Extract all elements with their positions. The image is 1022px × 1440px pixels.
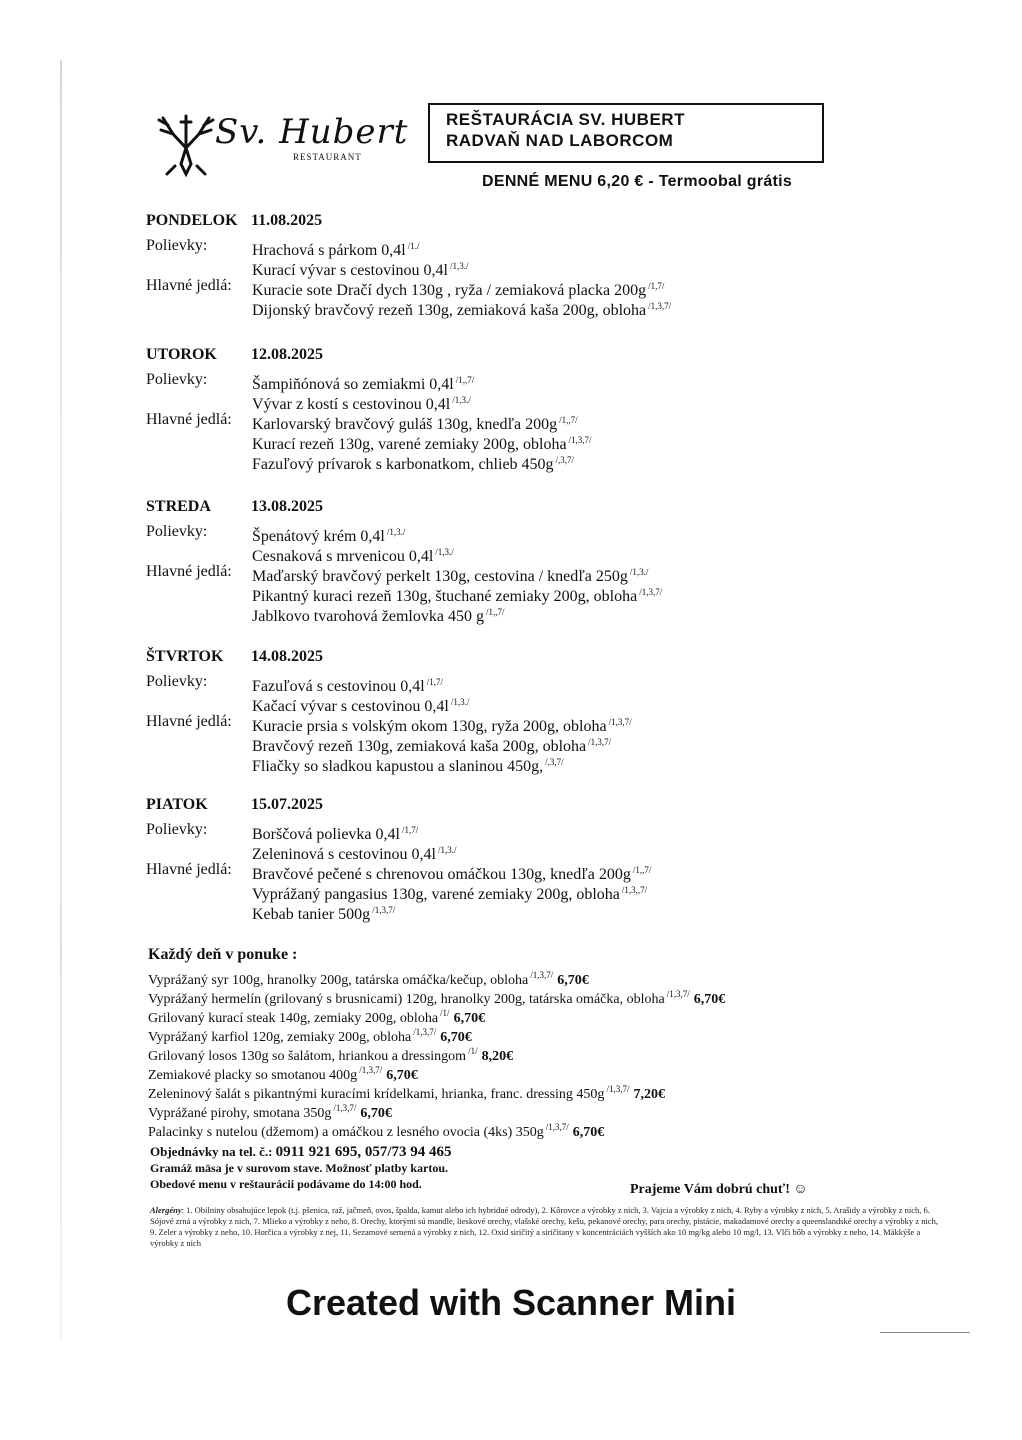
allergen-codes: /1,3,7/ — [568, 435, 592, 445]
restaurant-title-box — [428, 103, 824, 163]
dish-name: Fazuľový prívarok s karbonatkom, chlieb 450g — [252, 456, 554, 473]
main-dish-item — [146, 296, 866, 319]
dish-name: Kebab tanier 500g — [252, 906, 371, 923]
dish-name: Fliačky so sladkou kapustou a slaninou 450g, — [252, 758, 544, 775]
dish-text — [252, 296, 671, 321]
allergen-codes: /1,7/ — [401, 825, 419, 835]
dish-name: Zemiakové placky so smotanou 400g — [148, 1068, 358, 1083]
everyday-item — [148, 1042, 968, 1064]
everyday-offer — [148, 946, 968, 1140]
deer-antler-icon — [155, 108, 217, 182]
dish-name: Kurací rezeň 130g, varené zemiaky 200g, obloha — [252, 436, 567, 453]
main-dish-item — [146, 430, 866, 453]
dish-price: 6,70€ — [693, 992, 726, 1007]
everyday-item — [148, 1080, 968, 1102]
dish-price: 6,70€ — [360, 1106, 392, 1121]
dish-name: Vyprážaný karfiol 120g, zemiaky 200g, obloha — [148, 1030, 412, 1045]
dish-name: Vyprážaný pangasius 130g, varené zemiaky 200g, obloha — [252, 886, 620, 903]
main-dish-item — [146, 582, 866, 605]
dish-name: Grilovaný losos 130g so šalátom, hriankou a dressingom — [148, 1049, 467, 1064]
scan-edge-left — [60, 60, 62, 1340]
allergen-codes: /1./ — [407, 241, 420, 251]
dish-name: Borščová polievka 0,4l — [252, 826, 400, 843]
allergen-codes: /1,,7/ — [632, 865, 652, 875]
day-header — [146, 212, 866, 236]
logo-script-text: Sv. Hubert — [215, 112, 409, 152]
dish-name: Hrachová s párkom 0,4l — [252, 242, 406, 259]
everyday-item — [148, 966, 968, 988]
soup-item — [146, 256, 866, 279]
day-header — [146, 498, 866, 522]
allergen-codes: /1,3,7/ — [372, 905, 396, 915]
allergen-codes: /1,3,7/ — [639, 587, 663, 597]
day-section — [146, 796, 866, 923]
soup-item — [146, 236, 866, 259]
soup-item — [146, 672, 866, 695]
allergen-codes: /1,3,,7/ — [621, 885, 648, 895]
scanner-watermark: Created with Scanner Mini — [285, 1282, 737, 1323]
day-section — [146, 212, 866, 319]
allergen-codes: /1,3,7/ — [606, 1084, 630, 1094]
day-section — [146, 346, 866, 473]
main-dish-item — [146, 410, 866, 433]
soups-label: Polievky: — [146, 523, 208, 540]
enjoy-meal-wish: Prajeme Vám dobrú chuť! ☺ — [630, 1182, 808, 1197]
orders-phone: 0911 921 695, 057/73 94 465 — [275, 1144, 452, 1160]
dish-name: Kurací vývar s cestovinou 0,4l — [252, 262, 448, 279]
soup-item — [146, 692, 866, 715]
serving-time-note: Obedové menu v reštaurácii podávame do 14:00 hod. — [150, 1177, 422, 1191]
dish-name: Pikantný kuraci rezeň 130g, štuchané zemiaky 200g, obloha — [252, 588, 638, 605]
day-section — [146, 498, 866, 625]
mains-label: Hlavné jedlá: — [146, 563, 232, 580]
allergen-codes: /1,3./ — [435, 547, 454, 557]
main-dish-item — [146, 450, 866, 473]
everyday-offer-list — [148, 966, 968, 1140]
allergen-codes: /1,7/ — [426, 677, 443, 687]
allergens-legend — [150, 1205, 940, 1249]
dish-name: Karlovarský bravčový guláš 130g, knedľa 200g — [252, 416, 558, 433]
main-dish-item — [146, 562, 866, 585]
day-header — [146, 648, 866, 672]
allergen-codes: /1,3,7/ — [545, 1122, 569, 1132]
soup-item — [146, 820, 866, 843]
allergen-codes: /1,3,7/ — [359, 1065, 383, 1075]
allergen-codes: /1,3./ — [452, 395, 471, 405]
allergen-codes: /1,,7/ — [485, 607, 505, 617]
daily-menu-price: DENNÉ MENU 6,20 € - Termoobal grátis — [482, 173, 793, 190]
main-dish-item — [146, 752, 866, 775]
day-name: PIATOK — [146, 796, 208, 813]
dish-name: Maďarský bravčový perkelt 130g, cestovina / knedľa 250g — [252, 568, 628, 585]
dish-name: Vyprážané pirohy, smotana 350g — [148, 1106, 332, 1121]
allergen-codes: /1,7/ — [648, 281, 665, 291]
day-header — [146, 796, 866, 820]
everyday-item — [148, 985, 968, 1007]
dish-text — [252, 752, 564, 777]
soup-item — [146, 840, 866, 863]
allergen-codes: /1,3./ — [450, 697, 470, 707]
restaurant-location: RADVAŇ NAD LABORCOM — [446, 131, 674, 150]
dish-name: Dijonský bravčový rezeň 130g, zemiaková kaša 200g, obloha — [252, 302, 647, 319]
mains-label: Hlavné jedlá: — [146, 411, 232, 428]
allergen-codes: /,3,7/ — [545, 757, 564, 767]
everyday-item — [148, 1023, 968, 1045]
dish-text — [252, 602, 504, 627]
main-dish-item — [146, 712, 866, 735]
soup-item — [146, 522, 866, 545]
dish-name: Kuracie sote Dračí dych 130g , ryža / zemiaková placka 200g — [252, 282, 647, 299]
dish-name: Zeleninová s cestovinou 0,4l — [252, 846, 436, 863]
dish-name: Grilovaný kurací steak 140g, zemiaky 200g, obloha — [148, 1011, 439, 1026]
dish-name: Kačací vývar s cestovinou 0,4l — [252, 698, 449, 715]
dish-name: Vývar z kostí s cestovinou 0,4l — [252, 396, 451, 413]
everyday-item — [148, 1061, 968, 1083]
day-header — [146, 346, 866, 370]
day-date: 13.08.2025 — [251, 498, 323, 515]
allergen-codes: /1,3,7/ — [413, 1027, 437, 1037]
soups-label: Polievky: — [146, 371, 208, 388]
allergen-codes: /1,3,7/ — [648, 301, 672, 311]
allergen-codes: /1,,7/ — [455, 375, 475, 385]
mains-label: Hlavné jedlá: — [146, 277, 232, 294]
dish-price: 6,70€ — [440, 1030, 472, 1045]
day-name: PONDELOK — [146, 212, 238, 229]
orders-line — [150, 1144, 950, 1161]
mains-label: Hlavné jedlá: — [146, 861, 232, 878]
dish-name: Šampiňónová so zemiakmi 0,4l — [252, 376, 454, 393]
allergen-codes: /1,3,7/ — [333, 1103, 357, 1113]
dish-price: 6,70€ — [572, 1125, 605, 1140]
soup-item — [146, 390, 866, 413]
allergen-codes: /1,3,7/ — [608, 717, 632, 727]
dish-text — [252, 900, 395, 925]
dish-name: Palacinky s nutelou (džemom) a omáčkou z lesného ovocia (4ks) 350g — [148, 1125, 544, 1140]
restaurant-name: REŠTAURÁCIA SV. HUBERT — [446, 110, 685, 129]
meat-weight-note: Gramáž mäsa je v surovom stave. Možnosť platby kartou. — [150, 1161, 449, 1175]
dish-price: 6,70€ — [386, 1068, 418, 1083]
main-dish-item — [146, 732, 866, 755]
dish-text — [252, 450, 574, 475]
dish-name: Vyprážaný syr 100g, hranolky 200g, tatárska omáčka/kečup, obloha — [148, 973, 529, 988]
dish-name: Kuracie prsia s volským okom 130g, ryža 200g, obloha — [252, 718, 607, 735]
day-section — [146, 648, 866, 775]
day-date: 14.08.2025 — [251, 648, 323, 665]
allergen-codes: /1,3,7/ — [666, 989, 690, 999]
footer-info — [150, 1144, 950, 1193]
day-name: UTOROK — [146, 346, 217, 363]
everyday-offer-title: Každý deň v ponuke : — [148, 946, 298, 963]
main-dish-item — [146, 860, 866, 883]
logo-subtitle: RESTAURANT — [293, 152, 362, 162]
soups-label: Polievky: — [146, 821, 208, 838]
main-dish-item — [146, 276, 866, 299]
allergen-codes: /1,,7/ — [559, 415, 578, 425]
dish-name: Cesnaková s mrvenicou 0,4l — [252, 548, 434, 565]
dish-price: 8,20€ — [481, 1049, 514, 1064]
allergen-codes: /1,3,7/ — [588, 737, 612, 747]
scan-edge-bottom — [880, 1332, 970, 1333]
dish-name: Bravčový rezeň 130g, zemiaková kaša 200g, obloha — [252, 738, 587, 755]
day-name: ŠTVRTOK — [146, 648, 224, 665]
main-dish-item — [146, 602, 866, 625]
allergen-codes: /1,3./ — [437, 845, 457, 855]
allergen-codes: /1,3./ — [449, 261, 469, 271]
dish-name: Jablkovo tvarohová žemlovka 450 g — [252, 608, 484, 625]
dish-price: 6,70€ — [453, 1011, 486, 1026]
main-dish-item — [146, 880, 866, 903]
main-dish-item — [146, 900, 866, 923]
day-date: 12.08.2025 — [251, 346, 323, 363]
day-date: 15.07.2025 — [251, 796, 323, 813]
restaurant-logo — [155, 108, 409, 188]
day-name: STREDA — [146, 498, 211, 515]
allergen-codes: /,3,7/ — [555, 455, 575, 465]
soups-label: Polievky: — [146, 673, 208, 690]
orders-label: Objednávky na tel. č.: — [150, 1144, 273, 1159]
soup-item — [146, 370, 866, 393]
soups-label: Polievky: — [146, 237, 208, 254]
dish-name: Fazuľová s cestovinou 0,4l — [252, 678, 425, 695]
soup-item — [146, 542, 866, 565]
allergen-codes: /1/ — [468, 1046, 478, 1056]
day-date: 11.08.2025 — [251, 212, 323, 229]
allergen-codes: /1/ — [440, 1008, 450, 1018]
dish-name: Bravčové pečené s chrenovou omáčkou 130g, knedľa 200g — [252, 866, 631, 883]
dish-name: Zeleninový šalát s pikantnými kuracími krídelkami, hrianka, franc. dressing 450g — [148, 1087, 605, 1102]
dish-name: Špenátový krém 0,4l — [252, 528, 385, 545]
everyday-item — [148, 1118, 968, 1140]
allergen-codes: /1,3,7/ — [530, 970, 554, 980]
allergen-codes: /1,3./ — [386, 527, 406, 537]
allergens-text: : 1. Obilniny obsahujúce lepok (t.j. pšenica, raž, jačmeň, ovos, špalda, kamut alebo ich hybridné odrody), 2. Kôrovce a výrobky z nich, 3. Vajcia a výrobky z nich, 4. Ryby a výrobky z nich, 5. Arašidy a výrobky z nich, 6. Sójové zrná a výrobky z nich, 7. Mlieko a výrobky z neho, 8. Orechy, ktorými sú mandle, lieskové orechy, vlašské orechy, kešu, pekanové orechy, para orechy, pistácie, makadamové orechy a queenslandské orechy a výrobky z nich, 9. Zeler a výrobky z neho, 10. Horčica a výrobky z nej, 11. Sezamové semená a výrobky z nich, 12. Oxid siričitý a siričitany v koncentráciách vyšších ako 10 mg/kg alebo 10 mg/l, 13. Vlčí bôb a výrobky z neho, 14. Mäkkýše a výrobky z nich — [150, 1205, 938, 1248]
mains-label: Hlavné jedlá: — [146, 713, 232, 730]
allergen-codes: /1,3./ — [629, 567, 649, 577]
dish-price: 7,20€ — [633, 1087, 665, 1102]
dish-name: Vyprážaný hermelín (grilovaný s brusnicami) 120g, hranolky 200g, tatárska omáčka, obloha — [148, 992, 665, 1007]
dish-price: 6,70€ — [557, 973, 589, 988]
allergens-label: Alergény — [150, 1205, 182, 1215]
